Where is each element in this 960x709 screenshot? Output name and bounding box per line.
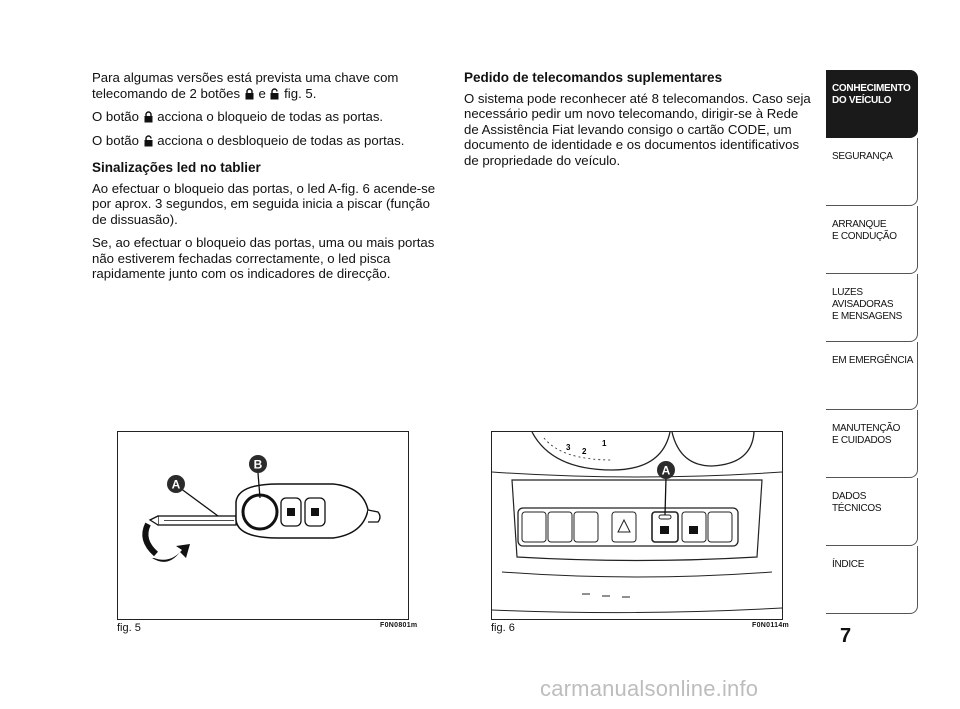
watermark-text: carmanualsonline.info <box>540 676 759 701</box>
remote-heading: Pedido de telecomandos suplementares <box>464 70 723 85</box>
lock-closed-icon <box>245 88 254 100</box>
fig5-code: F0N0801m <box>380 622 418 629</box>
fig6-code: F0N0114m <box>752 622 790 629</box>
lock-open-icon <box>144 135 153 147</box>
right-column <box>464 70 814 176</box>
led-heading: Sinalizações led no tablier <box>92 160 261 175</box>
tab-em-emergencia[interactable]: EM EMERGÊNCIA <box>826 342 918 410</box>
tab-conhecimento-do-veiculo[interactable]: CONHECIMENTO DO VEÍCULO <box>826 70 918 138</box>
fig6-dial-1: 1 <box>602 439 607 448</box>
fig6-label-a: A <box>661 463 671 478</box>
fig5-caption: fig. 5 <box>117 622 141 634</box>
fig6-caption: fig. 6 <box>491 622 515 634</box>
tab-dados-tecnicos[interactable]: DADOS TÉCNICOS <box>826 478 918 546</box>
tab-luzes-avisadoras[interactable]: LUZES AVISADORAS E MENSAGENS <box>826 274 918 342</box>
tab-seguranca[interactable]: SEGURANÇA <box>826 138 918 206</box>
lock-paragraph: O botão acciona o bloqueio de todas as portas. <box>92 109 384 124</box>
fig5-label-b: B <box>253 457 263 472</box>
led-paragraph-2: Se, ao efectuar o bloqueio das portas, uma ou mais portas não estiverem fechadas correctamente, o led pisca rapidamente junto com os indicadores de direcção. <box>92 235 435 281</box>
tab-manutencao-e-cuidados[interactable]: MANUTENÇÃO E CUIDADOS <box>826 410 918 478</box>
led-paragraph-1: Ao efectuar o bloqueio das portas, o led A-fig. 6 acende-se por aprox. 3 segundos, em seguida inicia a piscar (função de dissuasão). <box>92 180 436 227</box>
fig6-dial-2: 2 <box>582 447 587 456</box>
intro-paragraph: Para algumas versões está prevista uma chave com telecomando de 2 botões e fig. 5. <box>92 70 399 101</box>
figure-key <box>117 431 409 620</box>
dashboard-illustration <box>492 432 782 619</box>
unlock-paragraph: O botão acciona o desbloqueio de todas as portas. <box>92 132 405 148</box>
tab-indice[interactable]: ÍNDICE <box>826 546 918 614</box>
key-illustration <box>118 432 408 619</box>
tab-arranque-e-conducao[interactable]: ARRANQUE E CONDUÇÃO <box>826 206 918 274</box>
page-number: 7 <box>840 625 852 647</box>
fig6-dial-3: 3 <box>566 443 571 452</box>
figure-dashboard <box>491 431 783 620</box>
lock-closed-icon <box>144 111 153 123</box>
chapter-index <box>826 70 918 614</box>
fig5-label-a: A <box>171 477 181 492</box>
lock-open-icon <box>270 88 279 100</box>
left-column <box>92 70 447 290</box>
remote-paragraph: O sistema pode reconhecer até 8 telecomandos. Caso seja necessário pedir um novo telecomando, dirigir-se à Rede de Assistência Fiat levando consigo o cartão CODE, um documento de identidade e os documentos identificativos de propriedade do veículo. <box>464 90 811 168</box>
